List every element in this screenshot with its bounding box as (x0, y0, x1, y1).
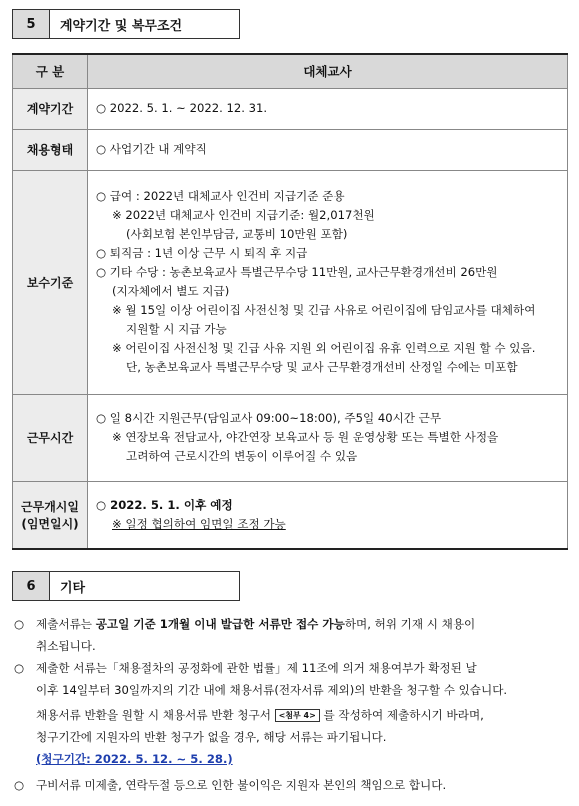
section-title: 기타 (50, 571, 240, 601)
list-item: ○ 제출한 서류는「채용절차의 공정화에 관한 법률」제 11조에 의거 채용여부가 확정된 날 (14, 657, 562, 679)
row-label-hiring-type: 채용형태 (13, 129, 88, 170)
contract-conditions-table (12, 53, 568, 550)
circle-bullet-icon: ○ (14, 617, 25, 631)
other-notes: ○ 제출서류는 공고일 기준 1개월 이내 발급한 서류만 접수 가능하며, 허위 기재 시 채용이 취소됩니다. ○ 제출한 서류는「채용절차의 공정화에 관한 법률」제 11조에 의거 채용여부가 확정된 날 이후 14일부터 30일까지의 기간 내에 채용서류(전자서류 제외)의 반환을 청구할 수 있습니다. 채용서류 반환을 원할 시 채용서류 반환 청구서 <첨부 4> 를 작성하여 제출하시기 바라며, 청구기간에 지원자의 반환 청구가 없을 경우, 해당 서류는 파기됩니다. (청구기간: 2022. 5. 12. ~ 5. 28.) ○ 구비서류 미제출, 연락두절 등으로 인한 불이익은 지원자 본인의 책임으로 합니다. (14, 613, 562, 796)
table-row (13, 170, 568, 394)
row-content-pay: ○ 급여 : 2022년 대체교사 인건비 지급기준 준용 ※ 2022년 대체교사 인건비 지급기준: 월2,017천원 (사회보험 본인부담금, 교통비 10만원 포함) ○ 퇴직금 : 1년 이상 근무 시 퇴직 후 지급 ○ 기타 수당 : 농촌보육교사 특별근무수당 11만원, 교사근무환경개선비 26만원 (지자체에서 별도 지급) ※ 월 15일 이상 어린이집 사전신청 및 긴급 사유로 어린이집에 담임교사를 대체하여 지원할 시 지급 가능 ※ 어린이집 사전신청 및 긴급 사유 지원 외 어린이집 유휴 인력으로 지원 할 수 있음. 단, 농촌보육교사 특별근무수당 및 교사 근무환경개선비 산정일 수에는 미포함 (88, 170, 568, 394)
header-category: 구 분 (13, 54, 88, 88)
table-row (13, 88, 568, 129)
row-label-pay: 보수기준 (13, 170, 88, 394)
section-title: 계약기간 및 복무조건 (50, 9, 240, 39)
section-number: 6 (12, 571, 50, 601)
section-header-5 (12, 9, 240, 39)
emphasis-text: 공고일 기준 1개월 이내 발급한 서류만 접수 가능 (95, 617, 345, 631)
row-content-start-date: ○ 2022. 5. 1. 이후 예정 ※ 일정 협의하여 임면일 조정 가능 (88, 481, 568, 549)
table-row (13, 394, 568, 481)
circle-bullet-icon: ○ (14, 661, 25, 675)
row-content-hiring-type: ○ 사업기간 내 계약직 (88, 129, 568, 170)
claim-period: (청구기간: 2022. 5. 12. ~ 5. 28.) (36, 752, 233, 766)
list-item: ○ 구비서류 미제출, 연락두절 등으로 인한 불이익은 지원자 본인의 책임으로 합니다. (14, 774, 562, 796)
section-number: 5 (12, 9, 50, 39)
row-content-working-hours: ○ 일 8시간 지원근무(담임교사 09:00~18:00), 주5일 40시간 근무 ※ 연장보육 전담교사, 야간연장 보육교사 등 원 운영상황 또는 특별한 사정을 고려하여 근로시간의 변동이 이루어질 수 있음 (88, 394, 568, 481)
header-substitute-teacher: 대체교사 (88, 54, 568, 88)
row-content-contract-period: ○ 2022. 5. 1. ~ 2022. 12. 31. (88, 88, 568, 129)
table-header-row (13, 54, 568, 88)
row-label-working-hours: 근무시간 (13, 394, 88, 481)
circle-bullet-icon: ○ (14, 778, 25, 792)
table-row (13, 481, 568, 549)
row-label-contract-period: 계약기간 (13, 88, 88, 129)
section-header-6 (12, 571, 240, 601)
row-label-start-date: 근무개시일 (임면일시) (13, 481, 88, 549)
list-item: ○ 제출서류는 공고일 기준 1개월 이내 발급한 서류만 접수 가능하며, 허위 기재 시 채용이 (14, 613, 562, 635)
attachment-tag: <첨부 4> (275, 709, 320, 722)
table-row (13, 129, 568, 170)
